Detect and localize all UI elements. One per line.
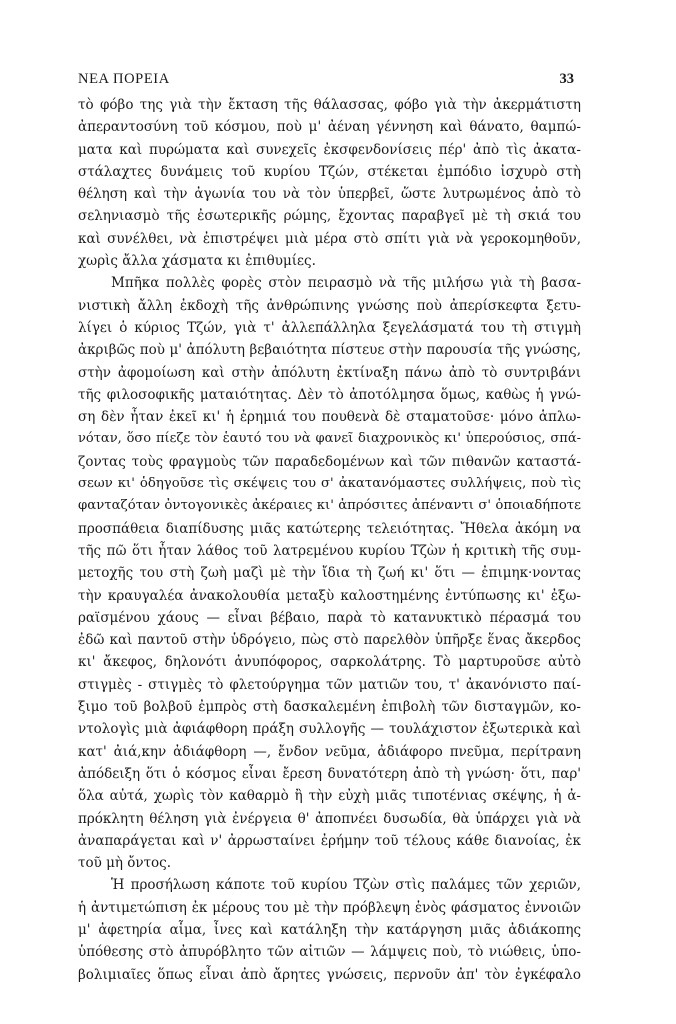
text-line: μ' ἀφετηρία αἷμα, ἶνες καὶ κατάληξη τὴν κατάργηση μιᾶς ἀδιάκοπης: [78, 921, 581, 938]
text-line: τῆς πῶ ὅτι ἦταν λάθος τοῦ λατρεμένου κυρίου Τζὼν ἡ κριτικὴ τῆς συμ-: [78, 542, 581, 559]
text-line: προσπάθεια διαπίδυσης μιᾶς κατώτερης τελειότητας. Ἤθελα ἀκόμη να: [78, 520, 581, 537]
text-line: τὴν κραυγαλέα ἀνακολουθία μεταξὺ καλοστημένης ἐντύπωσης κι' ἐξω-: [78, 587, 581, 604]
text-line: σεληνιασμὸ τῆς ἐσωτερικῆς ρώμης, ἔχοντας παραβγεῖ μὲ τὴ σκιά του: [78, 208, 581, 225]
text-line: κατ' ἀιά,κην ἀδιάφθορη —, ἔνδον νεῦμα, ἀδιάφορο πνεῦμα, περίτρανη: [78, 743, 581, 760]
text-line: βολιμιαῖες ὅπως εἶναι ἀπὸ ἄρητες γνώσεις, περνοῦν ἀπ' τὸν ἐγκέφαλο: [78, 966, 581, 983]
text-line: κι' ἄκεφος, δηλονότι ἀνυπόφορος, σαρκολάτρης. Τὸ μαρτυροῦσε αὐτὸ: [78, 654, 581, 671]
text-line: καὶ συνέλθει, νὰ ἐπιστρέψει μιὰ μέρα στὸ σπίτι γιὰ νὰ γεροκομηθοῦν,: [78, 230, 581, 247]
text-line: ντολογὶς μιὰ ἀφιάφθορη πράξη συλλογῆς — τουλάχιστον ἐξωτερικὰ καὶ: [78, 721, 581, 738]
text-line: σεων κι' ὁδηγοῦσε τὶς σκέψεις του σ' ἀκατανόμαστες συλλήψεις, ποὺ τὶς: [78, 476, 581, 492]
text-line: χωρὶς ἄλλα χάσματα κι ἐπιθυμίες.: [78, 253, 316, 270]
text-line: πρόκλητη θέληση γιὰ ἐνέργεια θ' ἀποπνέει δυσωδία, θὰ ὑπάρχει γιὰ νὰ: [78, 810, 581, 827]
text-line: στιγμὲς - στιγμὲς τὸ φλετούργημα τῶν ματιῶν του, τ' ἀκανόνιστο παί-: [78, 676, 581, 693]
paragraph: [78, 272, 581, 874]
text-line: ἀκριβῶς ποὺ μ' ἀπόλυτη βεβαιότητα πίστευε στὴν παρουσία τῆς γνώσης,: [78, 342, 581, 359]
text-line: τοῦ μὴ ὄντος.: [78, 855, 172, 872]
text-line: τὸ φόβο της γιὰ τὴν ἔκταση τῆς θάλασσας, φόβο γιὰ τὴν ἀκερμάτιστη: [78, 97, 581, 113]
page-number: 33: [559, 71, 574, 87]
body-text: [78, 94, 581, 986]
text-line: ραϊσμένου χάους — εἶναι βέβαιο, παρὰ τὸ κατανυκτικὸ πέρασμά του: [78, 609, 581, 626]
text-line: ἀπεραντοσύνη τοῦ κόσμου, ποὺ μ' ἀέναη γέννηση καὶ θάνατο, θαμπώ-: [78, 119, 581, 136]
paragraph: [78, 94, 581, 272]
text-line: Ἡ προσήλωση κάποτε τοῦ κυρίου Τζὼν στὶς παλάμες τῶν χεριῶν,: [111, 877, 581, 894]
text-line: ἀπόδειξη ὅτι ὁ κόσμος εἶναι ἔρεση δυνατότερη ἀπὸ τὴ γνώση· ὅτι, παρ': [78, 765, 581, 782]
text-line: τῆς φιλοσοφικῆς ματαιότητας. Δὲν τὸ ἀποτόλμησα ὅμως, καθὼς ἡ γνώ-: [78, 386, 581, 403]
paragraph: [78, 874, 581, 985]
text-line: φανταζόταν ὀντογονικὲς ἀκέραιες κι' ἀπρόσιτες ἀπέναντι σ' ὁποιαδήποτε: [78, 498, 581, 514]
running-header: [78, 71, 574, 91]
text-line: ματα καὶ πυρώματα καὶ συνεχεῖς ἐκσφενδονίσεις πέρ' ἀπὸ τὶς ἀκατα-: [78, 141, 581, 158]
text-line: ἡ ἀντιμετώπιση ἐκ μέρους του μὲ τὴν πρόβλεψη ἑνὸς φάσματος ἐννοιῶν: [78, 899, 581, 916]
text-line: ἀναπαράγεται καὶ ν' ἀρρωσταίνει ἐρήμην τοῦ τέλους κάθε διανοίας, ἐκ: [78, 832, 581, 849]
text-line: ξιμο τοῦ βολβοῦ ἐμπρὸς στὴ δασκαλεμένη ἐπιβολὴ τῶν δισταγμῶν, κο-: [78, 699, 581, 716]
text-line: Μπῆκα πολλὲς φορὲς στὸν πειρασμὸ νὰ τῆς μιλήσω γιὰ τὴ βασα-: [111, 275, 581, 292]
text-line: λίγει ὁ κύριος Τζών, γιὰ τ' ἀλλεπάλληλα ξεγελάσματά του τὴ στιγμὴ: [78, 319, 581, 336]
text-line: θέληση καὶ τὴν ἀγωνία του νὰ τὸν ὑπερβεῖ, ὥστε λυτρωμένος ἀπὸ τὸ: [78, 186, 581, 203]
text-line: ὑπόθεσης στὸ ἀπυρόβλητο τῶν αἰτιῶν — λάμψεις ποὺ, τὸ νιώθεις, ὑπο-: [78, 944, 581, 961]
text-line: στάλαχτες δυνάμεις τοῦ κυρίου Τζών, στέκεται ἐμπόδιο ἰσχυρὸ στὴ: [78, 163, 581, 180]
journal-title: ΝΕΑ ΠΟΡΕΙΑ: [78, 71, 170, 87]
text-line: ση δὲν ἦταν ἐκεῖ κι' ἡ ἐρημιά του πουθενὰ δὲ σταματοῦσε· μόνο ἁπλω-: [78, 409, 581, 426]
text-line: ζοντας τοὺς φραγμοὺς τῶν παραδεδομένων καὶ τῶν πιθανῶν καταστά-: [78, 453, 581, 470]
text-line: νόταν, ὅσο πίεζε τὸν ἑαυτό του νὰ φανεῖ διαχρονικὸς κι' ὑπερούσιος, σπά-: [78, 431, 581, 447]
text-line: νιστικὴ ἄλλη ἐκδοχὴ τῆς ἀνθρώπινης γνώσης ποὺ ἀπερίσκεφτα ξετυ-: [78, 297, 581, 314]
text-line: μετοχῆς του στὴ ζωὴ μαζὶ μὲ τὴν ἴδια τὴ ζωή κι' ὅτι — ἐπιμηκ·νοντας: [78, 565, 581, 582]
text-line: ὅλα αὐτά, χωρὶς τὸν καθαρμὸ ἢ τὴν εὐχὴ μιᾶς τιποτένιας σκέψης, ἡ ἀ-: [78, 788, 581, 805]
text-line: ἐδῶ καὶ παντοῦ στὴν ὑδρόγειο, πὼς στὸ παρελθὸν ὑπῆρξε ἕνας ἄκερδος: [78, 632, 581, 649]
text-line: στὴν ἀφομοίωση καὶ στὴν ἀπόλυτη ἐκτίναξη πάνω ἀπὸ τὸ συντριβάνι: [78, 364, 581, 381]
